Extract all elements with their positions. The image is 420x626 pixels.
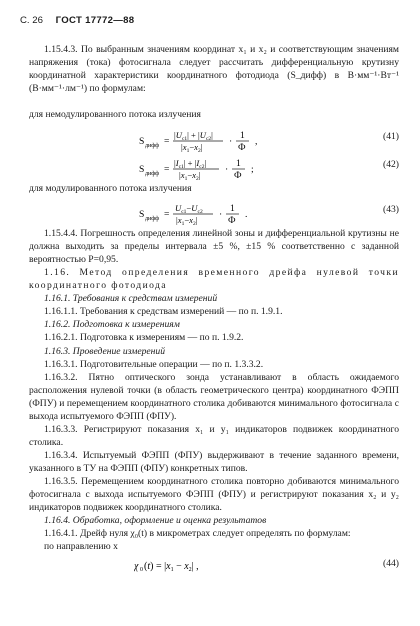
paragraph-1-15-4-3: 1.15.4.3. По выбранным значениям координат x₁ и x₂ и соответствующим значениям напряжения (тока) фотосигнала следует рассчитать дифференциальную крутизну координатной характеристики координатного фотодиода (S_дифф) в В·мм⁻¹·Вт⁻¹ (В·мм⁻¹·лм⁻¹) по формулам: [29,44,399,95]
formula-44 [134,557,254,573]
svg-text:1: 1 [240,130,245,142]
svg-text:.: . [245,209,248,221]
svg-text:дифф: дифф [145,216,160,223]
document-body [29,43,399,575]
paragraph-1-16-4-1: 1.16.4.1. Дрейф нуля χ₀(t) в микрометрах следует определять по формулам: [44,528,351,540]
standard-number: ГОСТ 17772—88 [55,15,135,26]
svg-text:дифф: дифф [145,143,160,150]
svg-text:;: ; [251,164,254,176]
heading-1-16-4: 1.16.4. Обработка, оформление и оценка результатов [44,515,267,527]
svg-text:=: = [164,164,170,176]
svg-text:S: S [139,209,145,221]
heading-1-16-2: 1.16.2. Подготовка к измерениям [44,319,180,331]
text-direction-x: по направлению x [44,541,118,553]
svg-text:(t) = |x1 − x2| ,: $(t) = |x_1 - x_2|$ , [144,561,199,574]
text-modulated-flux: для модулированного потока излучения [29,183,192,195]
heading-1-16-3: 1.16.3. Проведение измерений [44,345,166,357]
svg-text:|x1−x2|: $|x_1-x_2|$ [176,215,198,227]
svg-text:S: S [139,164,145,176]
svg-text:1: 1 [236,158,241,170]
paragraph-1-16-3-2: 1.16.3.2. Пятно оптического зонда устанавливают в область ожидаемого расположения нулевой точки (в область геометрического центра) координатного ФЭПП (ФПУ) и перемещением координатного столика добиваются минимального фотосигнала с выхода испытуемого ФЭПП (ФПУ). [29,371,399,422]
svg-text:|Uc1| + |Uc2|: $|U_{c1}| + |U_{c2}|$ [174,130,213,143]
equation-42 [29,152,399,180]
svg-text:=: = [164,209,170,221]
svg-text:Ф: Ф [238,142,246,154]
equation-number-43: (43) [383,204,399,216]
paragraph-1-16-3-1: 1.16.3.1. Подготовительные операции — по п. 1.3.3.2. [44,358,264,370]
equation-44 [29,553,399,575]
paragraph-1-16-3-4: 1.16.3.4. Испытуемый ФЭПП (ФПУ) выдерживают в течение заданного времени, указанного в ТУ на ФЭПП (ФПУ) конкретных типов. [29,449,399,474]
page-number: С. 26 [20,15,43,26]
heading-1-16-1: 1.16.1. Требования к средствам измерений [44,293,218,305]
svg-text:0: 0 [140,567,143,574]
paragraph-1-16-1-1: 1.16.1.1. Требования к средствам измерений — по п. 1.9.1. [44,306,283,318]
text-unmodulated-flux: для немодулированного потока излучения [29,109,201,120]
page-header [20,14,134,27]
equation-number-42: (42) [383,159,399,171]
svg-text:|x1−x2|: $|x_1-x_2|$ [179,170,201,182]
svg-text:дифф: дифф [145,171,160,178]
svg-text:·: · [229,136,233,148]
svg-text:1: 1 [230,203,235,215]
svg-text:,: , [255,136,258,148]
svg-text:·: · [225,164,229,176]
paragraph-1-16-2-1: 1.16.2.1. Подготовка к измерениям — по п. 1.9.2. [44,332,244,344]
svg-text:|Ic1| + |Ic2|: $|I_{c1}| + |I_{c2}|$ [174,158,207,171]
formula-41 [139,129,289,153]
paragraph-1-16-3-3: 1.16.3.3. Регистрируют показания x₁ и y₁ индикаторов подвижек координатного столика. [29,423,399,448]
equation-number-44: (44) [383,558,399,570]
equation-41 [29,124,399,152]
formula-43 [139,202,289,226]
svg-text:S: S [139,136,145,148]
paragraph-1-15-4-4: 1.15.4.4. Погрешность определения линейной зоны и дифференциальной крутизны не должна выходить за пределы интервала ±5 %, ±15 % соответственно с заданной вероятностью P=0,95. [29,228,399,266]
svg-text:Uc1−Uc2: $U_{c1}-U_{c2}$ [175,203,203,216]
equation-number-41: (41) [383,131,399,143]
paragraph-1-16-3-5: 1.16.3.5. Перемещением координатного столика повторно добиваются минимального фотосигнала с выхода испытуемого ФЭПП (ФПУ) и регистрируют показания x₂ и y₂ индикаторов подвижек координатного столика. [29,475,399,514]
equation-43 [29,197,399,227]
formula-42 [139,157,289,181]
svg-text:|x1−x2|: $|x_1-x_2|$ [181,142,203,154]
svg-text:Ф: Ф [228,215,236,227]
svg-text:·: · [219,209,223,221]
section-1-16-title: 1.16. Метод определения временного дрейфа нулевой точки координатного фотодиода [29,267,399,292]
svg-text:=: = [164,136,170,148]
svg-text:Ф: Ф [234,170,242,182]
svg-text:χ: χ [134,561,139,573]
